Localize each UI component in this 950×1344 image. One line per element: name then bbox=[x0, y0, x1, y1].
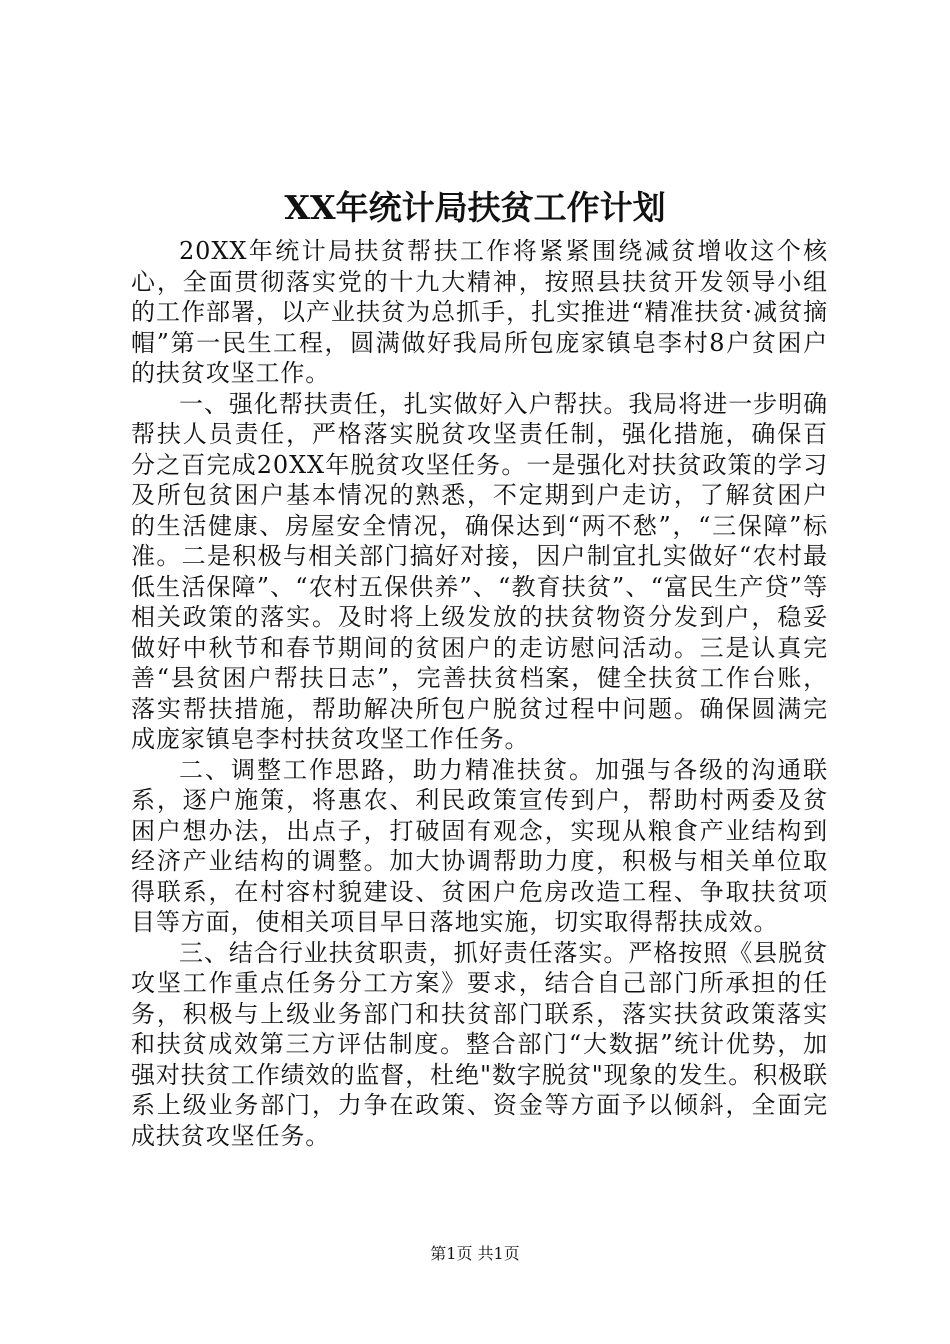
document-body bbox=[131, 236, 828, 1151]
paragraph-intro: 20XX年统计局扶贫帮扶工作将紧紧围绕减贫增收这个核心，全面贯彻落实党的十九大精神，按照县扶贫开发领导小组的工作部署，以产业扶贫为总抓手，扎实推进“精准扶贫·减贫摘帽”第一民生工程，圆满做好我局所包庞家镇皂李村8户贫困户的扶贫攻坚工作。 bbox=[131, 237, 828, 387]
document-title: XX年统计局扶贫工作计划 bbox=[284, 188, 666, 227]
paragraph-section-2: 二、调整工作思路，助力精准扶贫。加强与各级的沟通联系，逐户施策，将惠农、利民政策宣传到户，帮助村两委及贫困户想办法，出点子，打破固有观念，实现从粮食产业结构到经济产业结构的调整。加大协调帮助力度，积极与相关单位取得联系，在村容村貌建设、贫困户危房改造工程、争取扶贫项目等方面，使相关项目早日落地实施，切实取得帮扶成效。 bbox=[131, 755, 828, 936]
page-footer: 第1页 共1页 bbox=[430, 1244, 520, 1263]
paragraph-section-3: 三、结合行业扶贫职责，抓好责任落实。严格按照《县脱贫攻坚工作重点任务分工方案》要求，结合自己部门所承担的任务，积极与上级业务部门和扶贫部门联系，落实扶贫政策落实和扶贫成效第三方评估制度。整合部门“大数据”统计优势，加强对扶贫工作绩效的监督，杜绝"数字脱贫"现象的发生。积极联系上级业务部门，力争在政策、资金等方面予以倾斜，全面完成扶贫攻坚任务。 bbox=[131, 938, 828, 1150]
paragraph-section-1: 一、强化帮扶责任，扎实做好入户帮扶。我局将进一步明确帮扶人员责任，严格落实脱贫攻坚责任制，强化措施，确保百分之百完成20XX年脱贫攻坚任务。一是强化对扶贫政策的学习及所包贫困户基本情况的熟悉，不定期到户走访，了解贫困户的生活健康、房屋安全情况，确保达到“两不愁”，“三保障”标准。二是积极与相关部门搞好对接，因户制宜扎实做好“农村最低生活保障”、“农村五保供养”、“教育扶贫”、“富民生产贷”等相关政策的落实。及时将上级发放的扶贫物资分发到户，稳妥做好中秋节和春节期间的贫困户的走访慰问活动。三是认真完善“县贫困户帮扶日志”，完善扶贫档案，健全扶贫工作台账，落实帮扶措施，帮助解决所包户脱贫过程中问题。确保圆满完成庞家镇皂李村扶贫攻坚工作任务。 bbox=[131, 389, 828, 753]
